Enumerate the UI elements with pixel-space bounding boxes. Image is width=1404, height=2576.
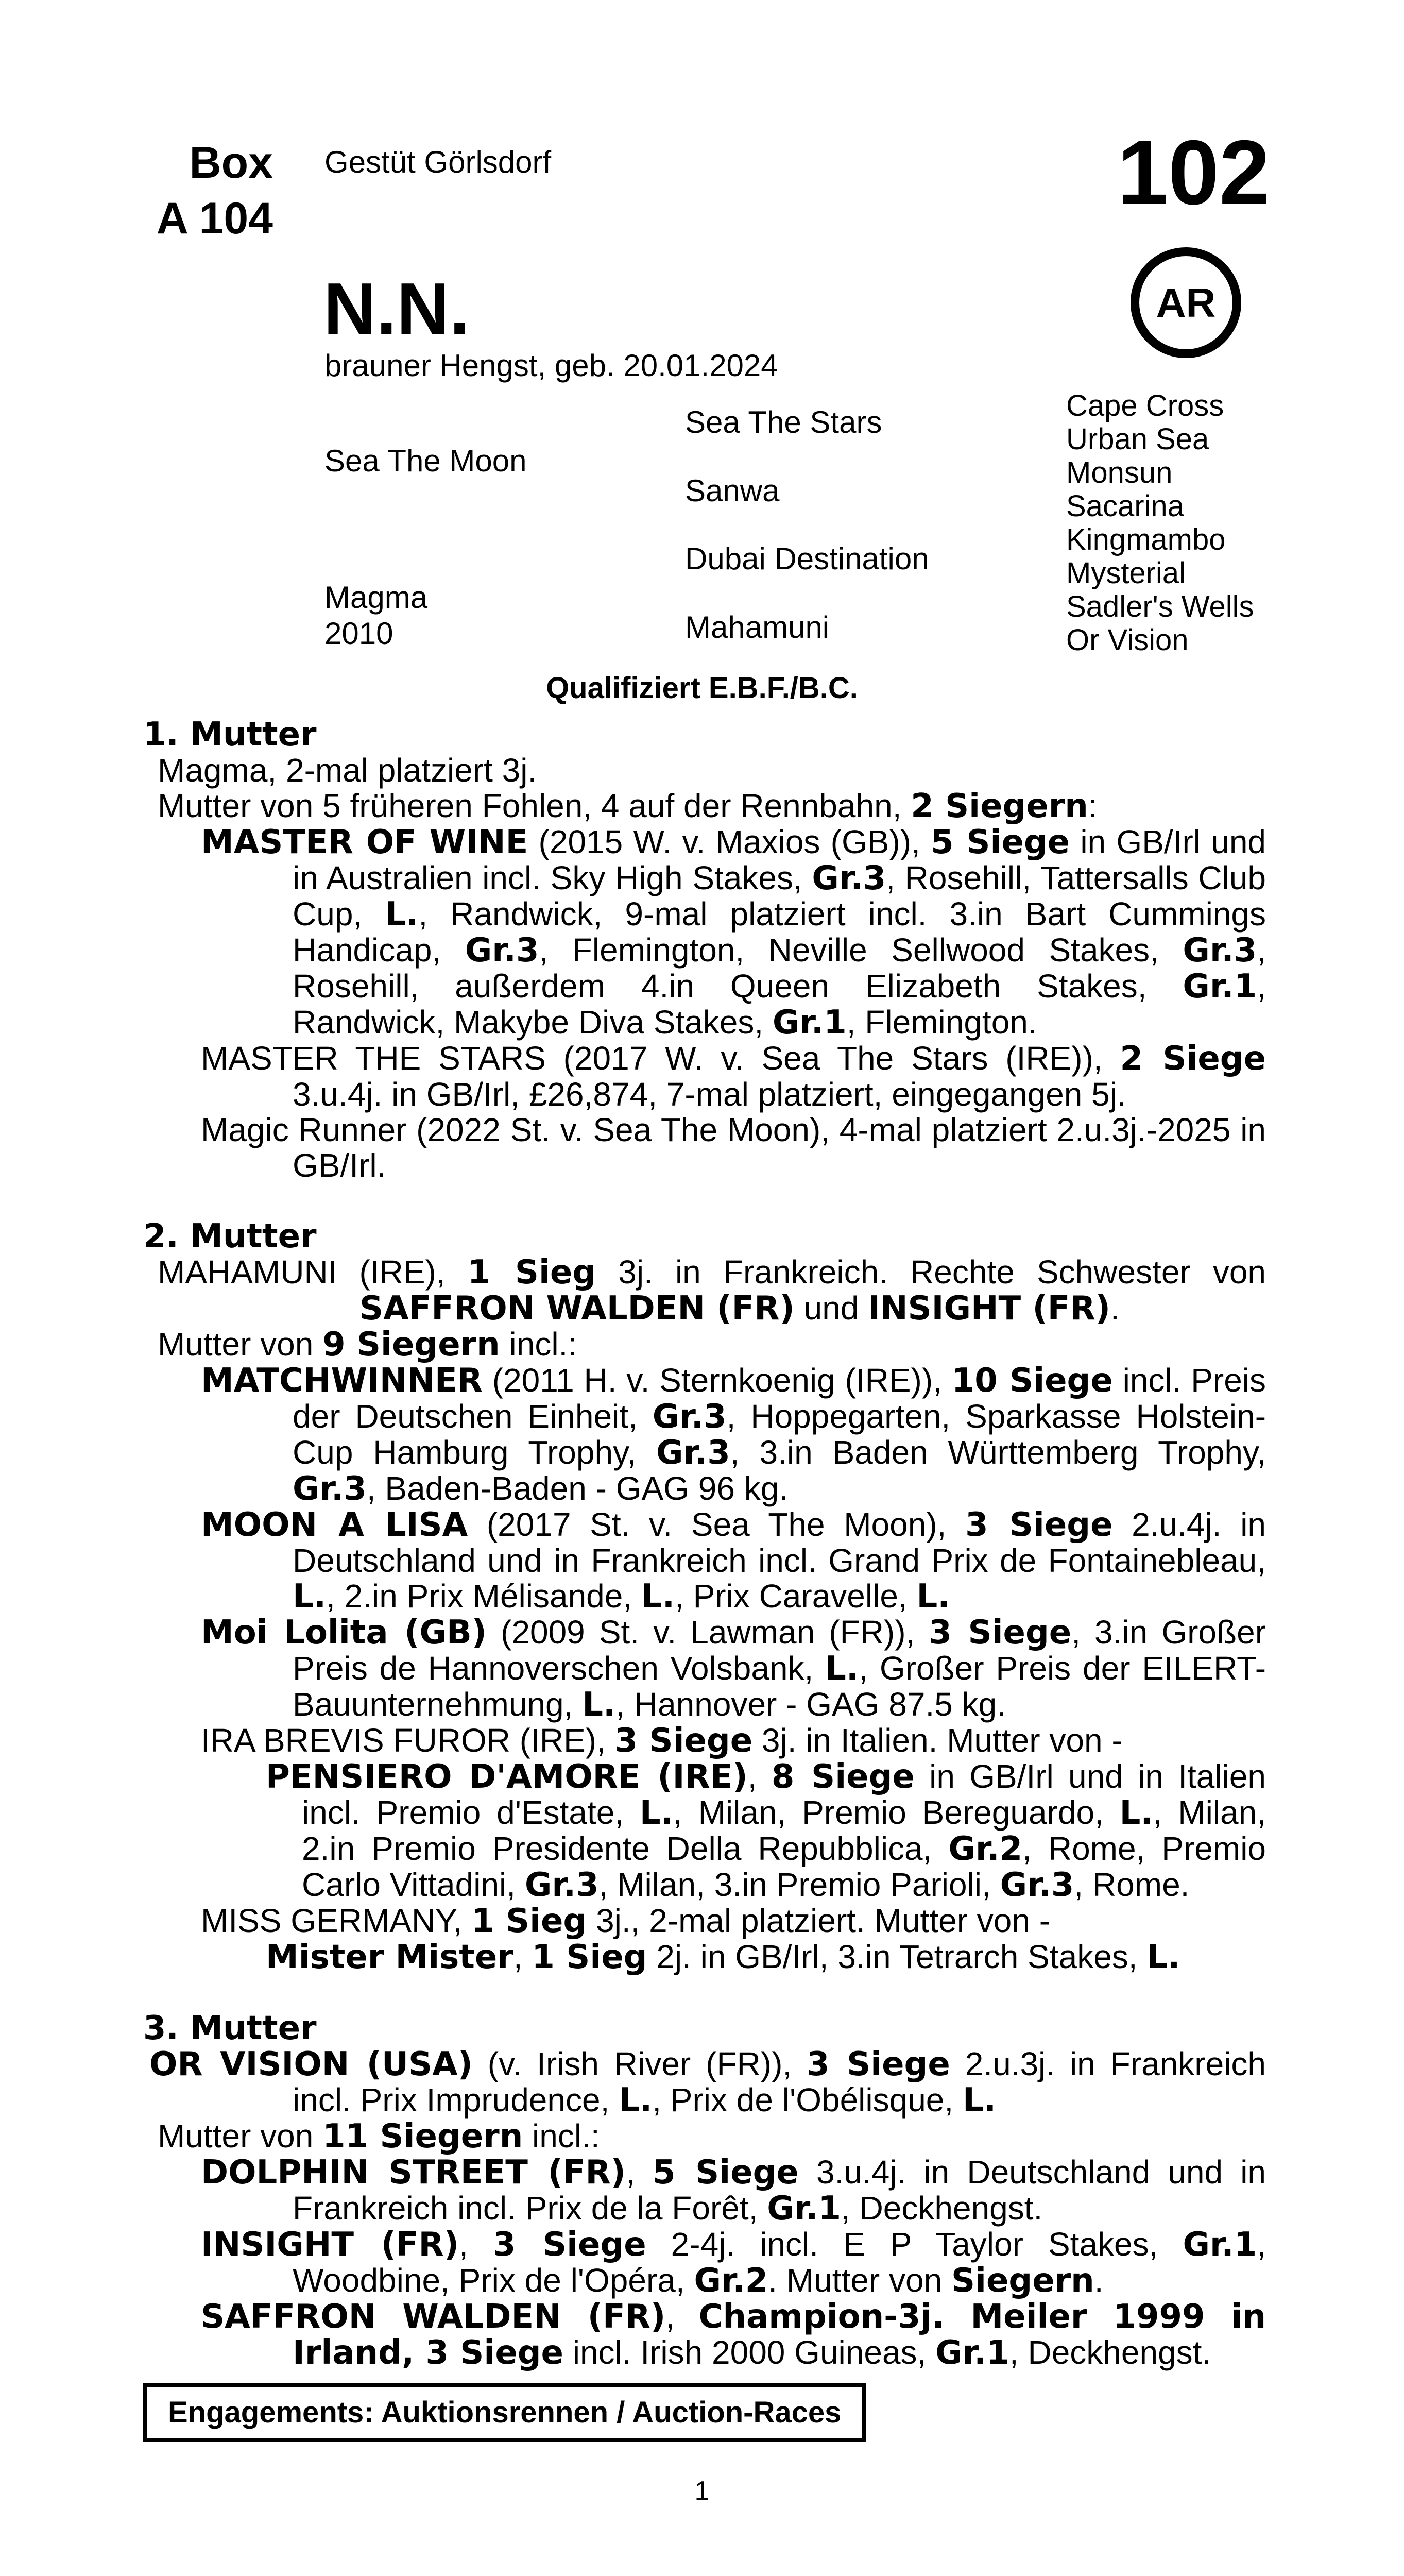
horse-description: brauner Hengst, geb. 20.01.2024 bbox=[324, 348, 778, 383]
page-number: 1 bbox=[694, 2476, 710, 2506]
mutter2-line: MAHAMUNI (IRE), 1 Sieg 3j. in Frankreich. Rechte Schwester von SAFFRON WALDEN (FR) und INSIGHT (FR). bbox=[158, 1253, 1266, 1328]
pedigree-gen3-item: Sacarina bbox=[1066, 489, 1184, 523]
pedigree-gen3 bbox=[1066, 389, 1254, 657]
pedigree-dam-year: 2010 bbox=[324, 616, 393, 651]
pedigree-gen3-item: Cape Cross bbox=[1066, 389, 1224, 422]
offspring-entry: MASTER THE STARS (2017 W. v. Sea The Stars (IRE)), 2 Siege 3.u.4j. in GB/Irl, £26,874, 7-mal platziert, eingegangen 5j. bbox=[201, 1040, 1266, 1113]
section-title-mutter-3: 3. Mutter bbox=[143, 2009, 317, 2047]
box-label-word: Box bbox=[189, 138, 273, 188]
pedigree-gen3-item: Mysterial bbox=[1066, 556, 1186, 590]
mutter1-line: Magma, 2-mal platziert 3j. bbox=[158, 752, 537, 789]
offspring-entry: MATCHWINNER (2011 H. v. Sternkoenig (IRE)), 10 Siege incl. Preis der Deutschen Einheit, Gr.3, Hoppegarten, Sparkasse Holstein-Cup Hamburg Trophy, Gr.3, 3.in Baden Württemberg Trophy, Gr.3, Baden-Baden - GAG 96 kg. bbox=[201, 1362, 1266, 1508]
family-content bbox=[143, 717, 1266, 2371]
pedigree-gen2-item: Sea The Stars bbox=[685, 405, 882, 439]
mutter2-offspring-line: Mutter von 9 Siegern incl.: bbox=[158, 1326, 577, 1364]
pedigree-gen3-item: Urban Sea bbox=[1066, 422, 1209, 456]
grand-offspring-entry: Mister Mister, 1 Sieg 2j. in GB/Irl, 3.in Tetrarch Stakes, L. bbox=[266, 1938, 1180, 1976]
pedigree-dam: Magma bbox=[324, 580, 428, 615]
offspring-entry: SAFFRON WALDEN (FR), Champion-3j. Meiler 1999 in Irland, 3 Siege incl. Irish 2000 Guineas, Gr.1, Deckhengst. bbox=[201, 2298, 1266, 2372]
stud-name: Gestüt Görlsdorf bbox=[324, 145, 552, 179]
offspring-entry: MISS GERMANY, 1 Sieg 3j., 2-mal platziert. Mutter von - bbox=[201, 1902, 1051, 1940]
offspring-entry: Moi Lolita (GB) (2009 St. v. Lawman (FR)), 3 Siege, 3.in Großer Preis de Hannoverschen Volsbank, L., Großer Preis der EILERT-Bauunternehmung, L., Hannover - GAG 87.5 kg. bbox=[201, 1614, 1266, 1724]
mutter3-line: OR VISION (USA) (v. Irish River (FR)), 3 Siege 2.u.3j. in Frankreich incl. Prix Imprudence, L., Prix de l'Obélisque, L. bbox=[149, 2045, 1266, 2120]
mutter3-offspring-line: Mutter von 11 Siegern incl.: bbox=[158, 2117, 600, 2156]
section-title-mutter-2: 2. Mutter bbox=[143, 1217, 317, 1256]
offspring-entry: INSIGHT (FR), 3 Siege 2-4j. incl. E P Taylor Stakes, Gr.1, Woodbine, Prix de l'Opéra, Gr.2. Mutter von Siegern. bbox=[201, 2226, 1266, 2300]
pedigree-sire: Sea The Moon bbox=[324, 444, 527, 478]
offspring-entry: Magic Runner (2022 St. v. Sea The Moon), 4-mal platziert 2.u.3j.-2025 in GB/Irl. bbox=[201, 1111, 1266, 1184]
offspring-entry: MASTER OF WINE (2015 W. v. Maxios (GB)), 5 Siege in GB/Irl und in Australien incl. Sky High Stakes, Gr.3, Rosehill, Tattersalls Club Cup, L., Randwick, 9-mal platziert incl. 3.in Bart Cummings Handicap, Gr.3, Flemington, Neville Sellwood Stakes, Gr.3, Rosehill, außerdem 4.in Queen Elizabeth Stakes, Gr.1, Randwick, Makybe Diva Stakes, Gr.1, Flemington. bbox=[201, 823, 1266, 1042]
offspring-entry: IRA BREVIS FUROR (IRE), 3 Siege 3j. in Italien. Mutter von - bbox=[201, 1722, 1123, 1760]
ar-badge-icon bbox=[1131, 247, 1241, 358]
grand-offspring-entry: PENSIERO D'AMORE (IRE), 8 Siege in GB/Irl und in Italien incl. Premio d'Estate, L., Milan, Premio Bereguardo, L., Milan, 2.in Premio Presidente Della Repubblica, Gr.2, Rome, Premio Carlo Vittadini, Gr.3, Milan, 3.in Premio Parioli, Gr.3, Rome. bbox=[266, 1758, 1266, 1904]
box-number: A 104 bbox=[156, 194, 273, 243]
pedigree-gen3-item: Monsun bbox=[1066, 456, 1173, 489]
pedigree-gen2-item: Sanwa bbox=[685, 473, 780, 508]
offspring-entry: MOON A LISA (2017 St. v. Sea The Moon), 3 Siege 2.u.4j. in Deutschland und in Frankreich incl. Grand Prix de Fontainebleau, L., 2.in Prix Mélisande, L., Prix Caravelle, L. bbox=[201, 1506, 1266, 1616]
pedigree-gen2-item: Dubai Destination bbox=[685, 541, 929, 576]
qualification: Qualifiziert E.B.F./B.C. bbox=[546, 671, 858, 705]
lot-number: 102 bbox=[1117, 121, 1270, 224]
offspring-entry: DOLPHIN STREET (FR), 5 Siege 3.u.4j. in Deutschland und in Frankreich incl. Prix de la Forêt, Gr.1, Deckhengst. bbox=[201, 2154, 1266, 2228]
ar-badge-label: AR bbox=[1156, 279, 1216, 326]
mutter1-offspring-line: Mutter von 5 früheren Fohlen, 4 auf der Rennbahn, 2 Siegern: bbox=[158, 787, 1098, 825]
engagements-box: Engagements: Auktionsrennen / Auction-Races bbox=[143, 2383, 866, 2442]
pedigree-gen2-item: Mahamuni bbox=[685, 610, 830, 645]
pedigree-gen3-item: Kingmambo bbox=[1066, 523, 1226, 556]
section-title-mutter-1: 1. Mutter bbox=[143, 716, 317, 754]
box-label bbox=[118, 135, 273, 246]
pedigree-gen3-item: Sadler's Wells bbox=[1066, 590, 1254, 623]
horse-name: N.N. bbox=[323, 268, 470, 350]
pedigree-gen3-item: Or Vision bbox=[1066, 623, 1189, 657]
